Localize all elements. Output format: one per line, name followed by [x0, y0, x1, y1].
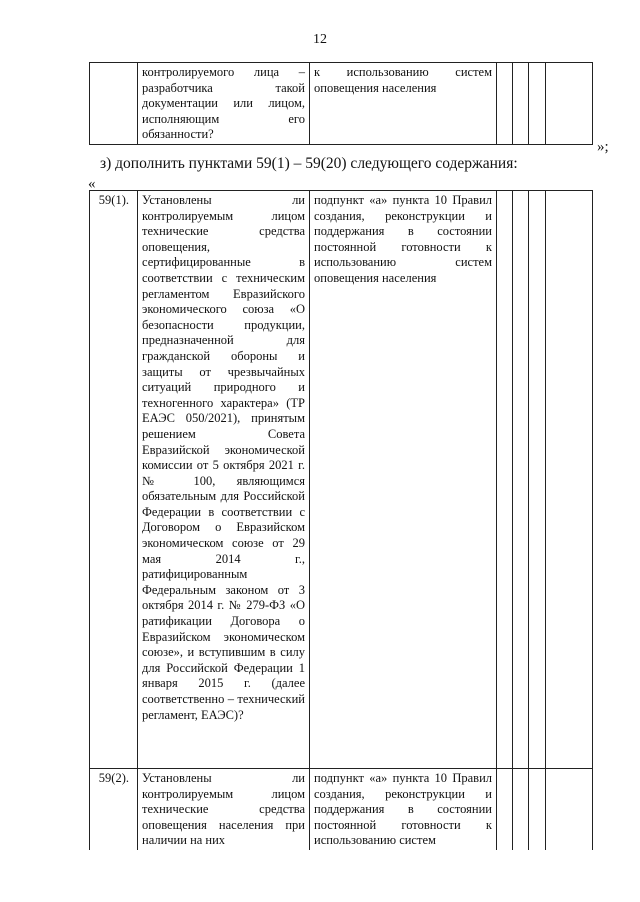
basis-cell: к использованию систем оповещения населения: [310, 63, 497, 145]
note-cell: [546, 63, 593, 145]
answer-yes-cell: [497, 63, 513, 145]
table-row: [90, 769, 593, 850]
checklist-table: [89, 190, 593, 850]
answer-na-cell: [529, 191, 546, 769]
opening-quote: «: [88, 176, 96, 192]
answer-yes-cell: [497, 191, 513, 769]
table-row: [90, 63, 593, 145]
row-number: 59(2).: [90, 769, 138, 850]
answer-no-cell: [513, 191, 529, 769]
row-number: 59(1).: [90, 191, 138, 769]
answer-yes-cell: [497, 769, 513, 850]
answer-no-cell: [513, 63, 529, 145]
criterion-cell: Установлены ли контролируемым лицом технические средства оповещения, сертифицированные в соответствии с техническим регламентом Евразийского экономического союза «О безопасности продукции, предназначенной для гражданской обороны и защиты от чрезвычайных ситуаций природного и техногенного характера» (ТР ЕАЭС 050/2021), принятым решением Совета Евразийской экономической комиссии от 5 октября 2021 г. № 100, являющимся обязательным для Российской Федерации в соответствии с Договором о Евразийском экономическом союзе от 29 мая 2014 г., ратифицированным Федеральным законом от 3 октября 2014 г. № 279-ФЗ «О ратификации Договора о Евразийском экономическом союзе», и вступившим в силу для Российской Федерации 1 января 2015 г. (далее соответственно – технический регламент, ЕАЭС)?: [138, 191, 310, 769]
basis-cell: подпункт «а» пункта 10 Правил создания, реконструкции и поддержания в состоянии постоянной готовности к использованию систем: [310, 769, 497, 850]
amendment-instruction: з) дополнить пунктами 59(1) – 59(20) следующего содержания:: [100, 155, 518, 172]
criterion-cell: контролируемого лица – разработчика такой документации или лицом, исполняющим его обязанности?: [138, 63, 310, 145]
answer-no-cell: [513, 769, 529, 850]
note-cell: [546, 191, 593, 769]
page-number: 12: [313, 32, 327, 47]
note-cell: [546, 769, 593, 850]
closing-quote: »;: [597, 139, 609, 155]
basis-cell: подпункт «а» пункта 10 Правил создания, реконструкции и поддержания в состоянии постоянной готовности к использованию систем оповещения населения: [310, 191, 497, 769]
number-cell: [90, 63, 138, 145]
continued-table: [89, 62, 593, 145]
answer-na-cell: [529, 63, 546, 145]
table-row: [90, 191, 593, 769]
answer-na-cell: [529, 769, 546, 850]
criterion-cell: Установлены ли контролируемым лицом технические средства оповещения населения при наличии на них: [138, 769, 310, 850]
